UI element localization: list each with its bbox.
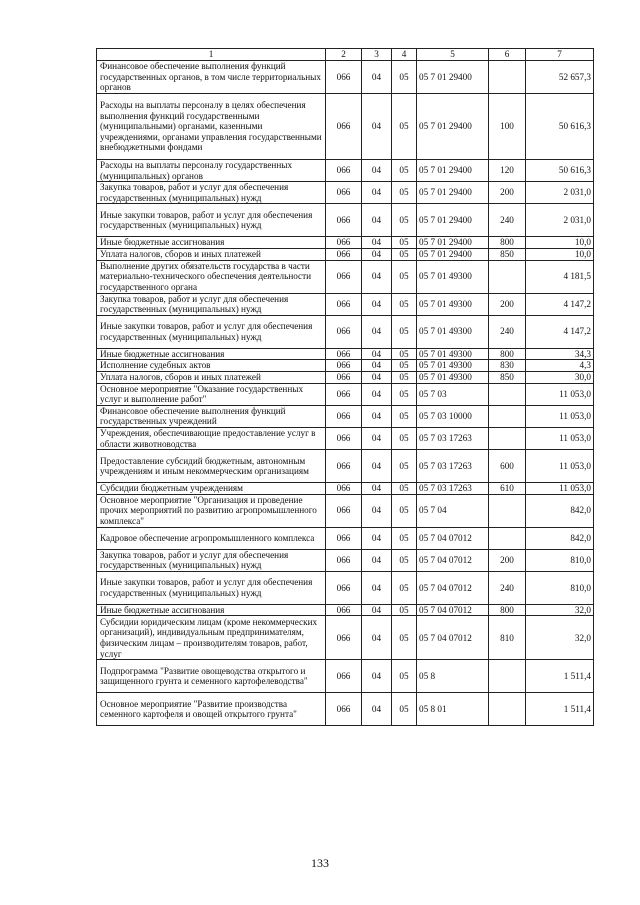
row-subsection: 05: [392, 494, 417, 527]
row-expense-type: 240: [489, 204, 526, 237]
header-col-2: 2: [326, 49, 362, 61]
row-ministry-code: 066: [326, 660, 362, 693]
row-target-article: 05 7 01 49300: [417, 371, 489, 383]
row-target-article: 05 7 01 49300: [417, 360, 489, 372]
row-expense-type: 830: [489, 360, 526, 372]
row-name: Иные закупки товаров, работ и услуг для обеспечения государственных (муниципальных) нужд: [97, 315, 326, 348]
row-subsection: 05: [392, 383, 417, 405]
row-amount: 810,0: [526, 549, 594, 571]
table-row: [97, 616, 594, 660]
row-ministry-code: 066: [326, 483, 362, 495]
row-subsection: 05: [392, 371, 417, 383]
row-name: Расходы на выплаты персоналу государственных (муниципальных) органов: [97, 160, 326, 182]
row-name: Расходы на выплаты персоналу в целях обеспечения выполнения функций государственными (муниципальными) органами, казенными учреждениями, органами управления государственными внебюджетными фондами: [97, 94, 326, 160]
row-target-article: 05 7 01 49300: [417, 293, 489, 315]
row-section: 04: [362, 693, 392, 726]
table-row: [97, 405, 594, 427]
row-target-article: 05 8 01: [417, 693, 489, 726]
row-ministry-code: 066: [326, 371, 362, 383]
row-name: Кадровое обеспечение агропромышленного комплекса: [97, 527, 326, 549]
row-amount: 11 053,0: [526, 427, 594, 449]
row-name: Закупка товаров, работ и услуг для обеспечения государственных (муниципальных) нужд: [97, 293, 326, 315]
row-name: Иные бюджетные ассигнования: [97, 237, 326, 249]
row-target-article: 05 7 01 49300: [417, 348, 489, 360]
row-expense-type: [489, 693, 526, 726]
row-amount: 4 147,2: [526, 315, 594, 348]
row-amount: 4 181,5: [526, 260, 594, 293]
row-name: Иные бюджетные ассигнования: [97, 604, 326, 616]
row-target-article: 05 7 04 07012: [417, 527, 489, 549]
row-section: 04: [362, 383, 392, 405]
row-expense-type: 240: [489, 571, 526, 604]
row-ministry-code: 066: [326, 237, 362, 249]
row-ministry-code: 066: [326, 348, 362, 360]
row-amount: 842,0: [526, 527, 594, 549]
header-col-4: 4: [392, 49, 417, 61]
row-subsection: 05: [392, 549, 417, 571]
row-expense-type: 200: [489, 182, 526, 204]
row-target-article: 05 7 04 07012: [417, 604, 489, 616]
row-amount: 34,3: [526, 348, 594, 360]
row-subsection: 05: [392, 427, 417, 449]
row-section: 04: [362, 260, 392, 293]
row-name: Подпрограмма "Развитие овощеводства открытого и защищенного грунта и семенного картофелеводства": [97, 660, 326, 693]
row-target-article: 05 7 01 29400: [417, 182, 489, 204]
row-ministry-code: 066: [326, 427, 362, 449]
row-ministry-code: 066: [326, 160, 362, 182]
row-ministry-code: 066: [326, 383, 362, 405]
row-target-article: 05 7 01 29400: [417, 94, 489, 160]
table-row: [97, 94, 594, 160]
row-section: 04: [362, 450, 392, 483]
row-section: 04: [362, 571, 392, 604]
row-amount: 2 031,0: [526, 204, 594, 237]
row-section: 04: [362, 660, 392, 693]
row-ministry-code: 066: [326, 405, 362, 427]
row-expense-type: 200: [489, 293, 526, 315]
row-subsection: 05: [392, 182, 417, 204]
row-section: 04: [362, 61, 392, 94]
row-target-article: 05 7 04 07012: [417, 571, 489, 604]
row-subsection: 05: [392, 204, 417, 237]
row-amount: 2 031,0: [526, 182, 594, 204]
header-col-3: 3: [362, 49, 392, 61]
row-ministry-code: 066: [326, 182, 362, 204]
row-amount: 32,0: [526, 604, 594, 616]
row-expense-type: 850: [489, 248, 526, 260]
row-target-article: 05 7 03 10000: [417, 405, 489, 427]
table-row: [97, 693, 594, 726]
row-expense-type: 800: [489, 604, 526, 616]
row-subsection: 05: [392, 450, 417, 483]
row-amount: 842,0: [526, 494, 594, 527]
header-row: [97, 49, 594, 61]
table-row: [97, 204, 594, 237]
row-expense-type: [489, 660, 526, 693]
row-section: 04: [362, 527, 392, 549]
row-name: Предоставление субсидий бюджетным, автономным учреждениям и иным некоммерческим организациям: [97, 450, 326, 483]
row-amount: 4,3: [526, 360, 594, 372]
row-section: 04: [362, 94, 392, 160]
row-amount: 50 616,3: [526, 160, 594, 182]
row-section: 04: [362, 360, 392, 372]
table-row: [97, 293, 594, 315]
row-subsection: 05: [392, 260, 417, 293]
row-ministry-code: 066: [326, 527, 362, 549]
row-name: Финансовое обеспечение выполнения функций государственных учреждений: [97, 405, 326, 427]
table-row: [97, 371, 594, 383]
table-row: [97, 527, 594, 549]
row-ministry-code: 066: [326, 571, 362, 604]
table-row: [97, 237, 594, 249]
row-subsection: 05: [392, 660, 417, 693]
table-row: [97, 483, 594, 495]
row-target-article: 05 7 03 17263: [417, 450, 489, 483]
row-ministry-code: 066: [326, 549, 362, 571]
row-ministry-code: 066: [326, 293, 362, 315]
row-ministry-code: 066: [326, 616, 362, 660]
row-ministry-code: 066: [326, 494, 362, 527]
row-name: Уплата налогов, сборов и иных платежей: [97, 371, 326, 383]
row-expense-type: [489, 61, 526, 94]
row-subsection: 05: [392, 604, 417, 616]
page-number: 133: [311, 856, 329, 870]
row-subsection: 05: [392, 348, 417, 360]
row-target-article: 05 7 03: [417, 383, 489, 405]
row-ministry-code: 066: [326, 61, 362, 94]
row-section: 04: [362, 371, 392, 383]
row-subsection: 05: [392, 315, 417, 348]
row-subsection: 05: [392, 483, 417, 495]
row-section: 04: [362, 549, 392, 571]
table-row: [97, 450, 594, 483]
row-section: 04: [362, 483, 392, 495]
row-section: 04: [362, 348, 392, 360]
row-name: Исполнение судебных актов: [97, 360, 326, 372]
row-amount: 10,0: [526, 248, 594, 260]
row-expense-type: [489, 383, 526, 405]
row-amount: 30,0: [526, 371, 594, 383]
table-row: [97, 260, 594, 293]
row-target-article: 05 8: [417, 660, 489, 693]
row-expense-type: 240: [489, 315, 526, 348]
row-target-article: 05 7 01 29400: [417, 61, 489, 94]
table-row: [97, 315, 594, 348]
row-ministry-code: 066: [326, 248, 362, 260]
row-name: Иные бюджетные ассигнования: [97, 348, 326, 360]
header-col-1: 1: [97, 49, 326, 61]
table-row: [97, 248, 594, 260]
table-row: [97, 494, 594, 527]
row-target-article: 05 7 03 17263: [417, 483, 489, 495]
row-subsection: 05: [392, 94, 417, 160]
table-row: [97, 61, 594, 94]
row-ministry-code: 066: [326, 260, 362, 293]
row-target-article: 05 7 04 07012: [417, 616, 489, 660]
row-name: Субсидии юридическим лицам (кроме некоммерческих организаций), индивидуальным предпринимателям, физическим лицам – производителям товаров, работ, услуг: [97, 616, 326, 660]
row-expense-type: 850: [489, 371, 526, 383]
table-row: [97, 604, 594, 616]
row-name: Уплата налогов, сборов и иных платежей: [97, 248, 326, 260]
row-target-article: 05 7 01 29400: [417, 204, 489, 237]
row-name: Выполнение других обязательств государства в части материально-технического обеспечения деятельности государственного органа: [97, 260, 326, 293]
row-expense-type: 600: [489, 450, 526, 483]
table-row: [97, 549, 594, 571]
row-target-article: 05 7 01 49300: [417, 315, 489, 348]
row-section: 04: [362, 405, 392, 427]
budget-table: [96, 48, 594, 726]
row-subsection: 05: [392, 248, 417, 260]
row-name: Финансовое обеспечение выполнения функций государственных органов, в том числе территориальных органов: [97, 61, 326, 94]
row-expense-type: 200: [489, 549, 526, 571]
row-amount: 11 053,0: [526, 405, 594, 427]
table-row: [97, 360, 594, 372]
row-section: 04: [362, 293, 392, 315]
row-ministry-code: 066: [326, 315, 362, 348]
row-target-article: 05 7 01 29400: [417, 160, 489, 182]
row-subsection: 05: [392, 405, 417, 427]
table-row: [97, 660, 594, 693]
row-name: Основное мероприятие "Оказание государственных услуг и выполнение работ": [97, 383, 326, 405]
row-subsection: 05: [392, 160, 417, 182]
row-name: Закупка товаров, работ и услуг для обеспечения государственных (муниципальных) нужд: [97, 549, 326, 571]
row-ministry-code: 066: [326, 94, 362, 160]
row-expense-type: [489, 405, 526, 427]
table-row: [97, 383, 594, 405]
header-col-6: 6: [489, 49, 526, 61]
row-section: 04: [362, 248, 392, 260]
row-amount: 32,0: [526, 616, 594, 660]
header-col-5: 5: [417, 49, 489, 61]
row-target-article: 05 7 01 29400: [417, 248, 489, 260]
row-ministry-code: 066: [326, 204, 362, 237]
row-expense-type: [489, 494, 526, 527]
row-subsection: 05: [392, 571, 417, 604]
row-amount: 810,0: [526, 571, 594, 604]
row-ministry-code: 066: [326, 450, 362, 483]
row-expense-type: 100: [489, 94, 526, 160]
row-section: 04: [362, 237, 392, 249]
row-subsection: 05: [392, 293, 417, 315]
row-expense-type: 800: [489, 237, 526, 249]
row-subsection: 05: [392, 360, 417, 372]
row-expense-type: 810: [489, 616, 526, 660]
row-amount: 11 053,0: [526, 483, 594, 495]
row-subsection: 05: [392, 527, 417, 549]
table-row: [97, 160, 594, 182]
table-row: [97, 427, 594, 449]
row-subsection: 05: [392, 237, 417, 249]
row-section: 04: [362, 494, 392, 527]
row-target-article: 05 7 04: [417, 494, 489, 527]
row-name: Иные закупки товаров, работ и услуг для обеспечения государственных (муниципальных) нужд: [97, 204, 326, 237]
row-ministry-code: 066: [326, 360, 362, 372]
row-section: 04: [362, 315, 392, 348]
table-row: [97, 348, 594, 360]
row-amount: 11 053,0: [526, 450, 594, 483]
row-expense-type: [489, 527, 526, 549]
row-expense-type: 800: [489, 348, 526, 360]
row-amount: 1 511,4: [526, 693, 594, 726]
table-row: [97, 182, 594, 204]
row-name: Учреждения, обеспечивающие предоставление услуг в области животноводства: [97, 427, 326, 449]
row-section: 04: [362, 160, 392, 182]
row-expense-type: 610: [489, 483, 526, 495]
row-section: 04: [362, 182, 392, 204]
row-amount: 11 053,0: [526, 383, 594, 405]
row-target-article: 05 7 01 49300: [417, 260, 489, 293]
row-amount: 10,0: [526, 237, 594, 249]
row-ministry-code: 066: [326, 604, 362, 616]
row-target-article: 05 7 03 17263: [417, 427, 489, 449]
row-name: Субсидии бюджетным учреждениям: [97, 483, 326, 495]
row-subsection: 05: [392, 693, 417, 726]
row-name: Основное мероприятие "Организация и проведение прочих мероприятий по развитию агропромышленного комплекса": [97, 494, 326, 527]
row-ministry-code: 066: [326, 693, 362, 726]
row-name: Закупка товаров, работ и услуг для обеспечения государственных (муниципальных) нужд: [97, 182, 326, 204]
row-amount: 52 657,3: [526, 61, 594, 94]
row-amount: 1 511,4: [526, 660, 594, 693]
row-section: 04: [362, 204, 392, 237]
row-section: 04: [362, 604, 392, 616]
table-row: [97, 571, 594, 604]
row-target-article: 05 7 01 29400: [417, 237, 489, 249]
row-expense-type: 120: [489, 160, 526, 182]
row-subsection: 05: [392, 616, 417, 660]
row-expense-type: [489, 427, 526, 449]
row-name: Основное мероприятие "Развитие производства семенного картофеля и овощей открытого грунта": [97, 693, 326, 726]
row-section: 04: [362, 427, 392, 449]
row-subsection: 05: [392, 61, 417, 94]
row-amount: 4 147,2: [526, 293, 594, 315]
row-name: Иные закупки товаров, работ и услуг для обеспечения государственных (муниципальных) нужд: [97, 571, 326, 604]
row-expense-type: [489, 260, 526, 293]
row-target-article: 05 7 04 07012: [417, 549, 489, 571]
header-col-7: 7: [526, 49, 594, 61]
row-section: 04: [362, 616, 392, 660]
row-amount: 50 616,3: [526, 94, 594, 160]
